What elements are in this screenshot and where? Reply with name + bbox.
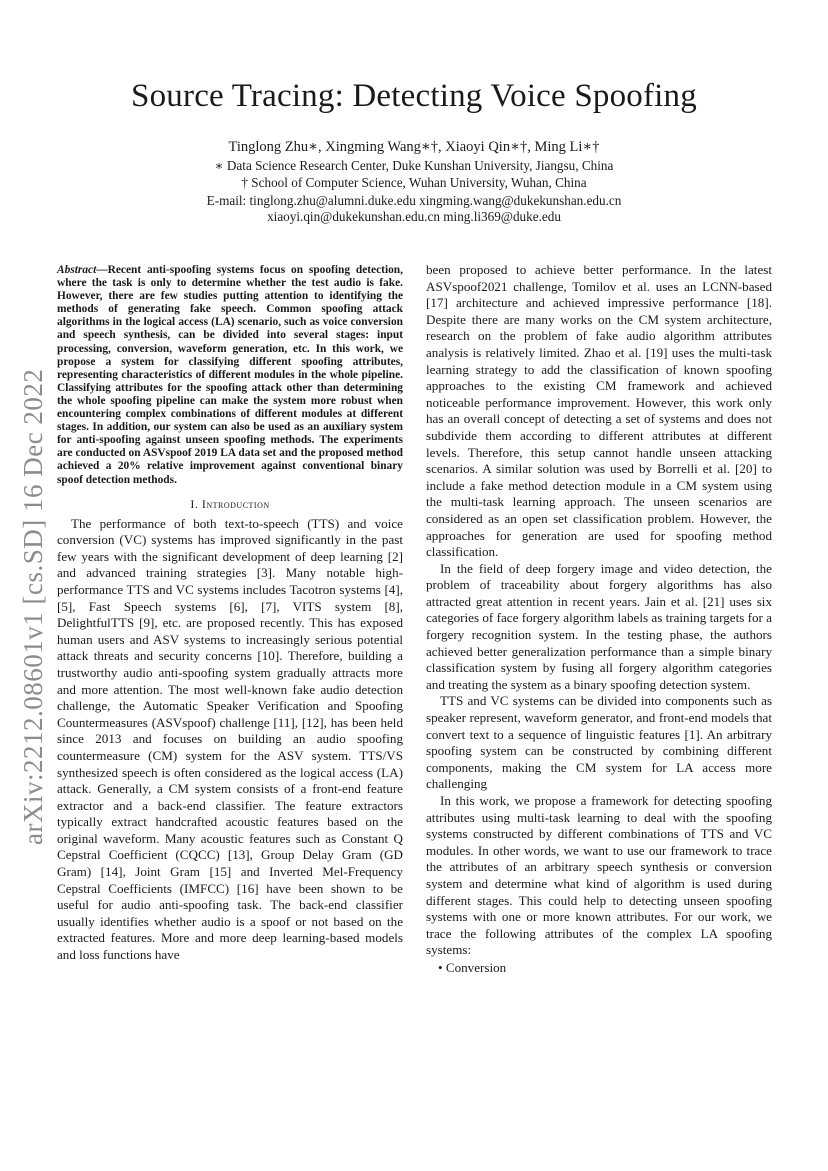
body-paragraph: been proposed to achieve better performance. In the latest ASVspoof2021 challenge, Tomilov et al. uses an LCNN-based [17] architecture and achieved impressive performance [18]. Despite there are many works on the CM system architecture, research on the problem of fake audio algorithm attributes analysis is relatively limited. Zhao et al. [19] uses the multi-task learning strategy to add the classification of known spoofing approaches to the existing CM framework and achieved noticeable performance improvement. However, this work only has an overall concept of detecting a set of systems and does not subdivide them according to different attributes at different levels. Therefore, this setup cannot handle unseen attacking scenarios. A similar solution was used by Borrelli et al. [20] to include a fake method detection module in a CM system using the multi-task learning approach. The unseen scenarios are considered as an open set classification problem. However, the approaches for generation are used for spoofing method classification. — [426, 262, 772, 560]
abstract — [57, 264, 403, 487]
body-paragraph: In the field of deep forgery image and video detection, the problem of traceability about forgery algorithms has also attracted great attention in recent years. Jain et al. [21] uses six categories of face forgery algorithm labels as training targets for a forgery recognition system. In the testing phase, the authors achieved better generalization performance than a simple binary classification system by fusing all forgery algorithm categories and treating the system as a binary spoofing detection system. — [426, 560, 772, 692]
author-list: Tinglong Zhu∗, Xingming Wang∗†, Xiaoyi Qin∗†, Ming Li∗† — [228, 139, 600, 155]
abstract-text: —Recent anti-spoofing systems focus on spoofing detection, where the task is only to determine whether the test audio is fake. However, there are few studies putting attention to identifying the methods of generating fake speech. Common spoofing attack algorithms in the logical access (LA) scenario, such as voice conversion and speech synthesis, can be divided into several stages: input processing, conversion, waveform generation, etc. In this work, we propose a system for classifying different spoofing attributes, representing characteristics of different modules in the whole pipeline. Classifying attributes for the spoofing attack other than determining the whole spoofing pipeline can make the system more robust when encountering complex combinations of different modules at different stages. In addition, our system can also be used as an auxiliary system for anti-spoofing against unseen spoofing methods. The experiments are conducted on ASVspoof 2019 LA data set and the proposed method achieved a 20% relative improvement against conventional binary spoof detection methods. — [57, 264, 403, 486]
bullet-item: • Conversion — [438, 959, 507, 975]
abstract-label: Abstract — [57, 264, 97, 276]
section-title: Introduction — [201, 496, 270, 511]
section-heading-introduction — [57, 497, 403, 512]
email-line-1: E-mail: tinglong.zhu@alumni.duke.edu xingming.wang@dukekunshan.edu.cn — [206, 193, 622, 208]
section-number: I. — [190, 496, 199, 511]
body-paragraph: TTS and VC systems can be divided into components such as speaker represent, waveform generator, and front-end models that convert text to a sequence of linguistic features [1]. An arbitrary spoofing system can be constructed by combining different components, making the CM system for LA access more challenging — [426, 693, 772, 792]
affiliation-2: † School of Computer Science, Wuhan University, Wuhan, China — [241, 175, 587, 190]
bullet-text: Conversion — [445, 959, 507, 975]
affiliation-1: ∗ Data Science Research Center, Duke Kunshan University, Jiangsu, China — [214, 158, 614, 173]
left-column — [57, 264, 403, 964]
right-column — [426, 262, 772, 977]
body-paragraph: In this work, we propose a framework for detecting spoofing attributes using multi-task learning to deal with the spoofing systems constructed by different combinations of TTS and VC modules. In other words, we want to use our framework to trace the attributes of an arbitrary speech synthesis or conversion system and determine what kind of algorithm is used during different stages. This could help to detecting unseen spoofing systems with one or more known attributes. For our work, we trace the following attributes of the complex LA spoofing systems: — [426, 793, 772, 958]
arxiv-stamp: arXiv:2212.08601v1 [cs.SD] 16 Dec 2022 — [18, 368, 48, 845]
paper-title: Source Tracing: Detecting Voice Spoofing — [131, 78, 697, 114]
email-line-2: xiaoyi.qin@dukekunshan.edu.cn ming.li369@duke.edu — [267, 209, 561, 224]
intro-paragraph-1: The performance of both text-to-speech (TTS) and voice conversion (VC) systems has improved significantly in the past few years with the significant development of deep learning [2] and advanced training strategies [3]. Many notable high-performance TTS and VC systems includes Tacotron systems [4], [5], Fast Speech systems [6], [7], VITS system [8], DelightfulTTS [9], etc. are proposed recently. This has exposed human users and ASV systems to increasingly serious potential attack threats and security concerns [10]. Therefore, building a trustworthy audio anti-spoofing system gradually attracts more and more attention. The most well-known fake audio detection challenge, the Automatic Speaker Verification and Spoofing Countermeasures (ASVspoof) challenge [11], [12], has been held since 2013 and focuses on building an audio spoofing countermeasure (CM) system for the ASV system. TTS/VS synthesized speech is often considered as the logical access (LA) attack. Generally, a CM system consists of a front-end feature extractor and a back-end classifier. The feature extractors typically extract handcrafted acoustic features based on the original waveform. Many acoustic features such as Constant Q Cepstral Coefficient (CQCC) [13], Group Delay Gram (GD Gram) [14], Joint Gram [15] and Inverted Mel-Frequency Cepstral Coefficients (IMFCC) [16] have been shown to be useful for audio anti-spoofing task. The back-end classifier usually identifies whether audio is a spoof or not based on the extracted features. More and more deep learning-based models and loss functions have — [57, 515, 403, 963]
